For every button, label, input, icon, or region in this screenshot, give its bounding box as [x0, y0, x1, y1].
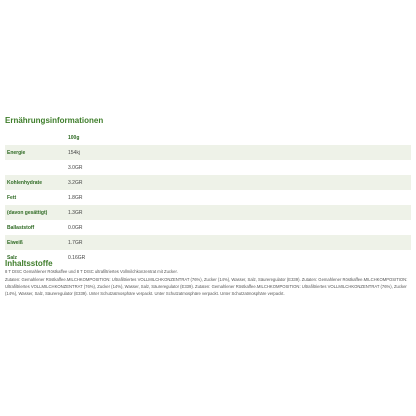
nutrition-label: Eiweiß	[7, 239, 23, 246]
nutrition-label: Fett	[7, 194, 17, 201]
nutrition-row-fiber	[5, 220, 411, 235]
nutrition-value: 1.7GR	[68, 239, 83, 246]
nutrition-value: 100g	[68, 134, 80, 141]
nutrition-value: 1.8GR	[68, 194, 83, 201]
nutrition-row-carbs	[5, 175, 411, 190]
ingredients-heading: Inhaltsstoffe	[5, 259, 53, 268]
nutrition-table	[5, 130, 411, 265]
nutrition-row-blank	[5, 160, 411, 175]
nutrition-label: (davon gesättigt)	[7, 209, 48, 216]
ingredients-intro: 8 T DISC Gemahlener Röstkaffee und 8 T DISC ultrafiltriertes Vollmilchkonzentrat mit Zucker.	[5, 269, 178, 274]
nutrition-row-protein	[5, 235, 411, 250]
nutrition-label: Ballaststoff	[7, 224, 35, 231]
nutrition-row-header	[5, 130, 411, 145]
nutrition-label: Kohlenhydrate	[7, 179, 43, 186]
nutrition-row-energy	[5, 145, 411, 160]
nutrition-value: 3.2GR	[68, 179, 83, 186]
nutrition-label: Energie	[7, 149, 26, 156]
nutrition-heading: Ernährungsinformationen	[5, 116, 104, 125]
nutrition-row-salt	[5, 250, 411, 265]
nutrition-value: 0.0GR	[68, 224, 83, 231]
nutrition-value: 0.16GR	[68, 254, 86, 261]
nutrition-row-saturated	[5, 205, 411, 220]
nutrition-value: 1.3GR	[68, 209, 83, 216]
nutrition-value: 154kj	[68, 149, 80, 156]
ingredients-detail: Zutaten: Gemahlener Röstkaffee.MILCHKOMPOSITION: Ultrafiltriertes VOLLMILCHKONZENTRAT (76%), Zucker (14%), Wasser, Salz, Säureregulator (E339). Zutaten: Gemahlener Röstkaffee.MILCHKOMPOSITION: Ultrafiltriertes VOLLMILCHKONZENTRAT (76%), Zucker (14%), Wasser, Salz, Säureregulator (E339). Zutaten: Gemahlener Röstkaffee.MILCHKOMPOSITION: Ultrafiltriertes VOLLMILCHKONZENTRAT (76%), Zucker (14%), Wasser, Salz, Säureregulator (E339). Unter Schutzatmosphäre verpackt. Unter Schutzatmosphäre verpackt. Unter Schutzatmosphäre verpackt.	[5, 277, 408, 296]
nutrition-value: 3.0GR	[68, 164, 83, 171]
nutrition-row-fat	[5, 190, 411, 205]
nutrition-label: Salz	[7, 254, 18, 261]
